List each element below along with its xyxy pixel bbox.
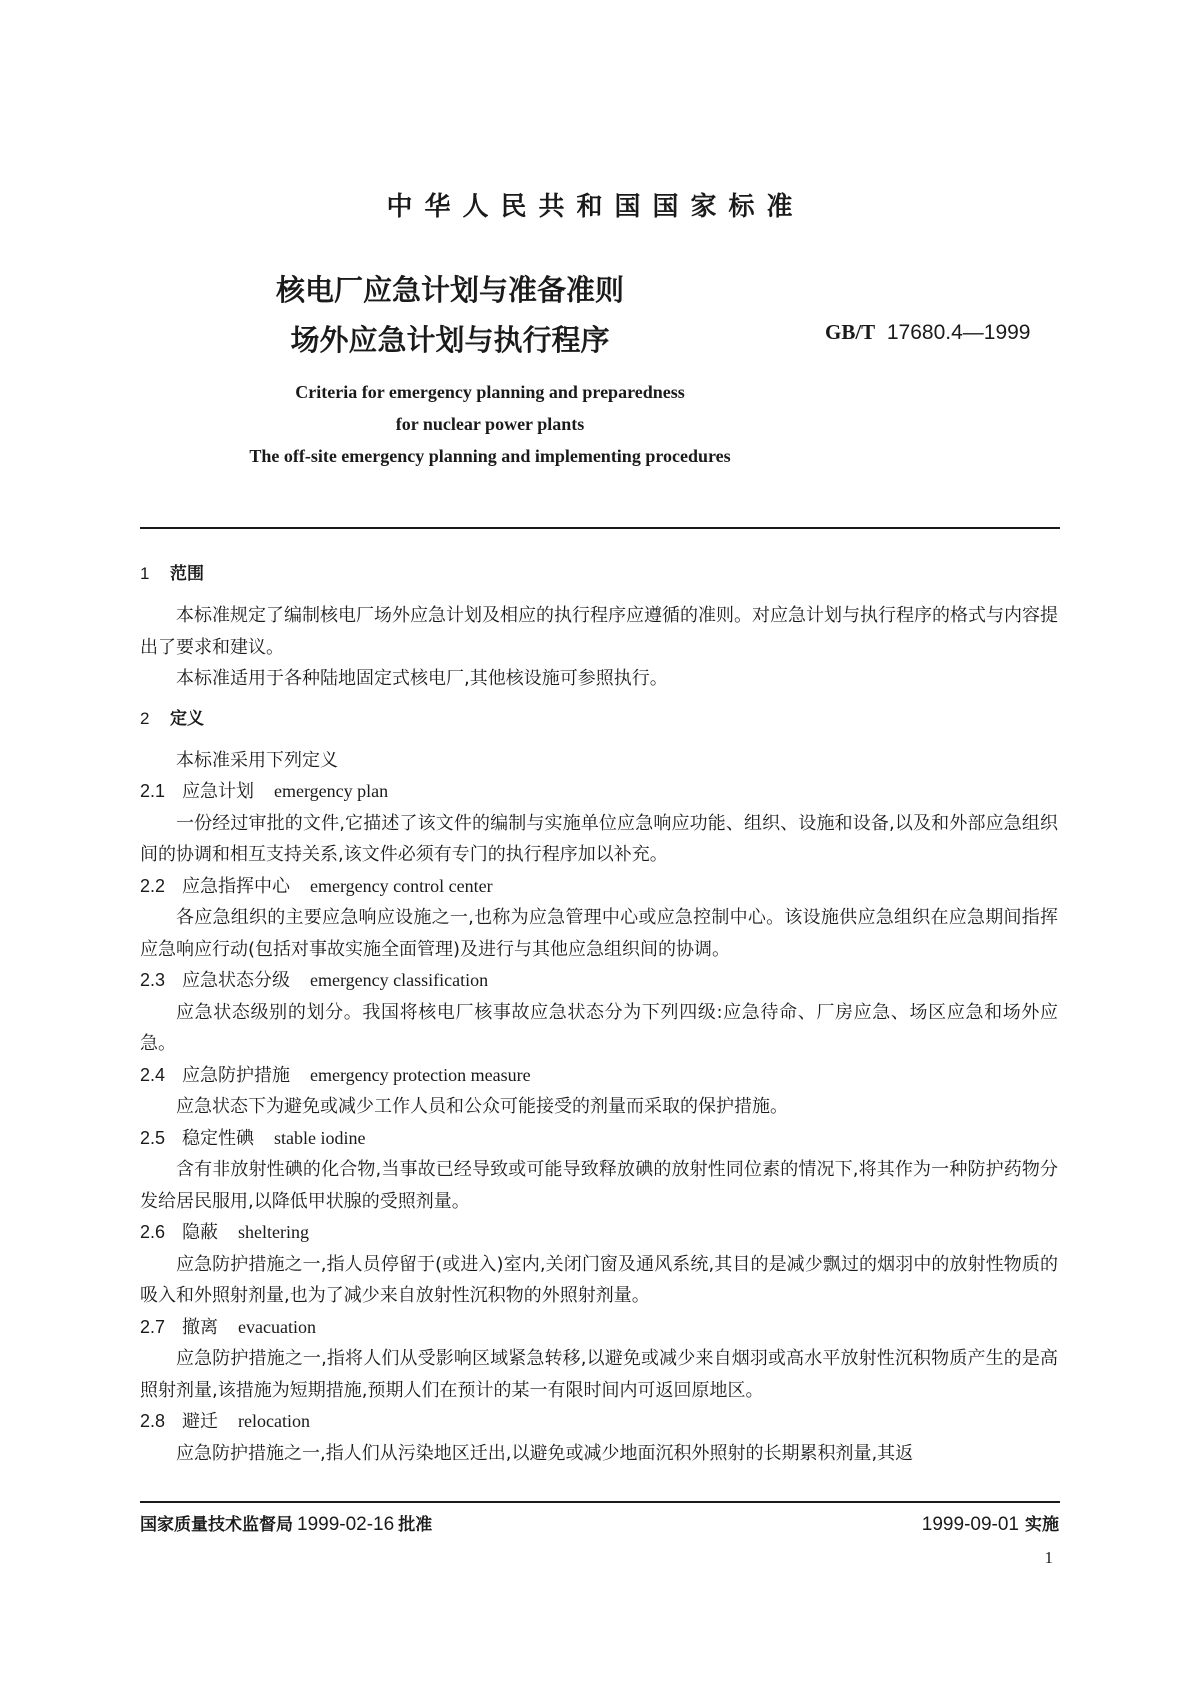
term-number: 2.4: [140, 1064, 166, 1085]
header-divider: [140, 527, 1060, 529]
issue-date: 1999-02-16: [297, 1514, 395, 1535]
term-en: relocation: [238, 1411, 310, 1431]
issuer: 国家质量技术监督局: [140, 1515, 293, 1535]
term-heading: [140, 871, 1058, 903]
standard-prefix: GB/T: [825, 320, 876, 344]
term-definition: 应急防护措施之一,指将人们从受影响区域紧急转移,以避免或减少来自烟羽或高水平放射性沉积物质产生的是高照射剂量,该措施为短期措施,预期人们在预计的某一有限时间内可返回原地区。: [140, 1348, 1058, 1401]
term-en: emergency plan: [274, 781, 389, 801]
term-number: 2.8: [140, 1411, 166, 1431]
paragraph: 本标准适用于各种陆地固定式核电厂,其他核设施可参照执行。: [176, 668, 668, 689]
approval-line: [140, 1510, 432, 1536]
term-cn: 应急状态分级: [182, 970, 290, 991]
term-number: 2.6: [140, 1222, 166, 1242]
term-number: 2.1: [140, 781, 166, 801]
term-number: 2.5: [140, 1127, 166, 1148]
term-cn: 应急防护措施: [182, 1064, 290, 1086]
term-definition: 应急防护措施之一,指人员停留于(或进入)室内,关闭门窗及通风系统,其目的是减少飘过的烟羽中的放射性物质的吸入和外照射剂量,也为了减少来自放射性沉积物的外照射剂量。: [140, 1253, 1058, 1306]
term-heading: [140, 1406, 1058, 1438]
term-heading: [140, 1217, 1058, 1249]
national-standard-heading: 中华人民共和国国家标准: [386, 192, 805, 222]
title-cn-line2: 场外应急计划与执行程序: [290, 323, 610, 357]
term-cn: 应急计划: [182, 781, 254, 802]
term-cn: 撤离: [182, 1316, 218, 1338]
term-cn: 稳定性碘: [182, 1127, 254, 1149]
term-definition: 含有非放射性碘的化合物,当事故已经导致或可能导致释放碘的放射性同位素的情况下,将其作为一种防护药物分发给居民服用,以降低甲状腺的受照剂量。: [140, 1159, 1058, 1212]
term-en: emergency control center: [310, 875, 493, 896]
term-en: emergency protection measure: [310, 1064, 531, 1085]
term-en: stable iodine: [274, 1127, 366, 1148]
term-number: 2.2: [140, 875, 166, 896]
term-heading: [140, 1123, 1058, 1155]
title-en-line3: The off-site emergency planning and implementing procedures: [249, 446, 731, 466]
term-cn: 避迁: [182, 1411, 218, 1432]
standard-number: 17680.4—1999: [886, 321, 1031, 344]
page-number: 1: [1044, 1548, 1053, 1567]
term-cn: 应急指挥中心: [182, 875, 290, 897]
standard-code: [825, 320, 1031, 345]
term-definition: 应急状态级别的划分。我国将核电厂核事故应急状态分为下列四级:应急待命、厂房应急、场区应急和场外应急。: [140, 1001, 1058, 1054]
term-heading: [140, 776, 1058, 808]
title-en-line1: Criteria for emergency planning and preparedness: [295, 382, 685, 402]
section-number: 1: [140, 564, 150, 583]
term-en: emergency classification: [310, 970, 489, 990]
term-heading: [140, 1312, 1058, 1344]
term-heading: [140, 1060, 1058, 1092]
section-title: 范围: [170, 564, 204, 584]
term-definition: 应急防护措施之一,指人们从污染地区迁出,以避免或减少地面沉积外照射的长期累积剂量,其返: [176, 1442, 914, 1464]
effective-label: 实施: [1025, 1515, 1059, 1535]
section-title: 定义: [170, 708, 204, 729]
term-definition: 应急状态下为避免或减少工作人员和公众可能接受的剂量而采取的保护措施。: [176, 1096, 788, 1117]
section-2-heading: [140, 707, 1058, 731]
term-number: 2.7: [140, 1316, 166, 1337]
title-cn-line1: 核电厂应急计划与准备准则: [275, 273, 624, 307]
paragraph: 本标准规定了编制核电厂场外应急计划及相应的执行程序应遵循的准则。对应急计划与执行程序的格式与内容提出了要求和建议。: [140, 605, 1058, 658]
effective-date: 1999-09-01: [921, 1514, 1019, 1535]
section-number: 2: [140, 708, 150, 728]
term-cn: 隐蔽: [182, 1222, 218, 1243]
term-heading: [140, 965, 1058, 997]
issue-label: 批准: [398, 1515, 433, 1535]
term-en: sheltering: [238, 1222, 309, 1242]
term-definition: 一份经过审批的文件,它描述了该文件的编制与实施单位应急响应功能、组织、设施和设备,以及和外部应急组织间的协调和相互支持关系,该文件必须有专门的执行程序加以补充。: [140, 812, 1058, 865]
footer-divider: [140, 1501, 1060, 1503]
section-1-heading: [140, 562, 1058, 586]
title-en-line2: for nuclear power plants: [395, 414, 585, 434]
term-definition: 各应急组织的主要应急响应设施之一,也称为应急管理中心或应急控制中心。该设施供应急组织在应急期间指挥应急响应行动(包括对事故实施全面管理)及进行与其他应急组织间的协调。: [140, 907, 1058, 960]
document-body: [140, 562, 1058, 1469]
paragraph: 本标准采用下列定义: [176, 749, 338, 771]
term-en: evacuation: [238, 1316, 316, 1337]
effective-line: [922, 1510, 1059, 1536]
term-number: 2.3: [140, 970, 166, 990]
